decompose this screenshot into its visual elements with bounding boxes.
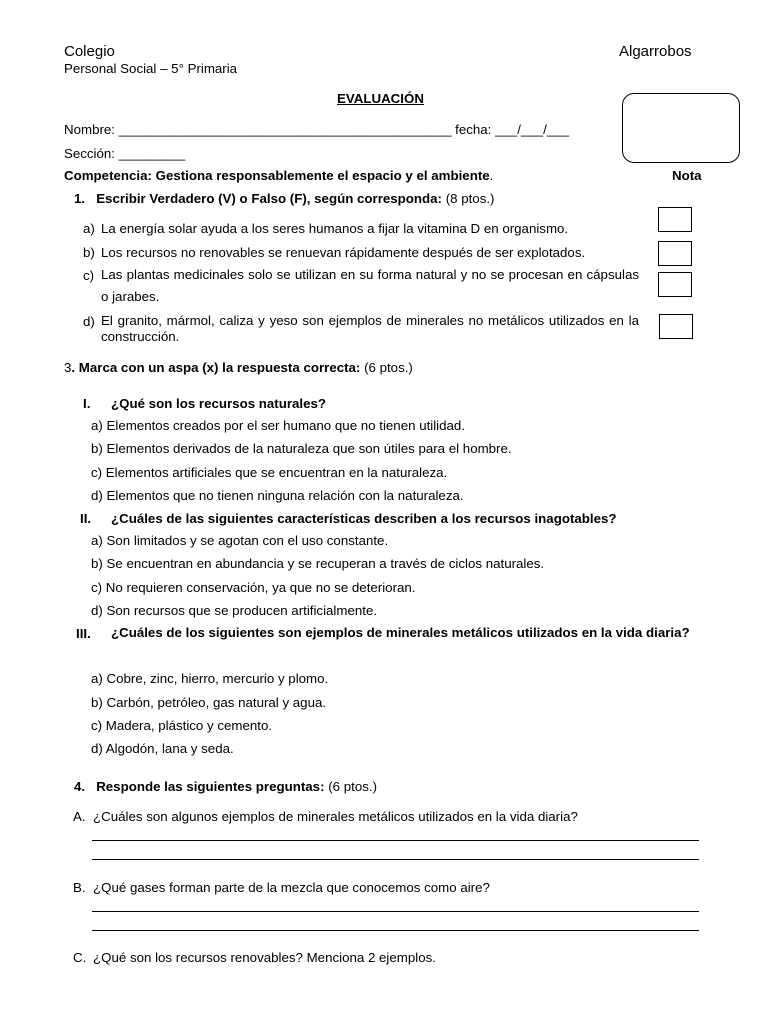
section1-title: Escribir Verdadero (V) o Falso (F), según corresponda: (96, 191, 442, 206)
open-question-letter: C. (73, 950, 87, 965)
city-name: Algarrobos (619, 43, 692, 60)
question-roman: I. (83, 396, 91, 411)
answer-line[interactable] (92, 840, 699, 841)
section1-number: 1. (74, 191, 86, 206)
tf-item-letter: c) (83, 268, 95, 283)
name-date-field[interactable]: Nombre: _____________________________________________ fecha: ___/___/___ (64, 122, 570, 137)
tf-answer-box-d[interactable] (659, 314, 693, 339)
grade-box[interactable] (622, 93, 740, 163)
section1-points: (8 ptos.) (445, 191, 495, 206)
tf-item-letter: a) (83, 221, 95, 236)
answer-line[interactable] (92, 911, 699, 912)
question-text: ¿Qué son los recursos naturales? (111, 396, 327, 411)
open-question-letter: A. (73, 809, 86, 824)
competence-suffix: . (489, 168, 494, 183)
tf-item-text: Las plantas medicinales solo se utilizan en su forma natural y no se procesan en cápsulas o jarabes. (101, 267, 639, 304)
tf-item-text: Los recursos no renovables se renuevan rápidamente después de ser explotados. (101, 245, 586, 260)
section-field[interactable]: Sección: _________ (64, 146, 186, 161)
answer-option[interactable]: c) No requieren conservación, ya que no se deterioran. (91, 580, 416, 595)
tf-item-letter: d) (83, 314, 95, 329)
section1-heading (74, 191, 494, 206)
answer-option[interactable]: d) Elementos que no tienen ninguna relación con la naturaleza. (91, 488, 464, 503)
open-question-text: ¿Cuáles son algunos ejemplos de minerales metálicos utilizados en la vida diaria? (93, 809, 578, 824)
section4-points: (6 ptos.) (328, 779, 377, 794)
section4-heading (74, 779, 377, 794)
answer-option[interactable]: b) Carbón, petróleo, gas natural y agua. (91, 695, 327, 710)
section3-heading (64, 360, 413, 375)
answer-option[interactable]: a) Cobre, zinc, hierro, mercurio y plomo. (91, 671, 329, 686)
page-title: EVALUACIÓN (337, 91, 424, 106)
tf-answer-box-a[interactable] (658, 207, 692, 232)
grade-label: Nota (672, 168, 702, 183)
answer-option[interactable]: a) Elementos creados por el ser humano que no tienen utilidad. (91, 418, 466, 433)
question-roman: III. (76, 626, 91, 641)
answer-option[interactable]: d) Son recursos que se producen artificialmente. (91, 603, 378, 618)
open-question-text: ¿Qué gases forman parte de la mezcla que conocemos como aire? (93, 880, 490, 895)
open-question-text: ¿Qué son los recursos renovables? Menciona 2 ejemplos. (93, 950, 436, 965)
answer-option[interactable]: b) Elementos derivados de la naturaleza que son útiles para el hombre. (91, 441, 512, 456)
tf-item-letter: b) (83, 245, 95, 260)
question-text: ¿Cuáles de los siguientes son ejemplos de minerales metálicos utilizados en la vida diaria? (111, 625, 690, 640)
answer-option[interactable]: b) Se encuentran en abundancia y se recuperan a través de ciclos naturales. (91, 556, 545, 571)
school-name: Colegio (64, 43, 115, 60)
section4-number: 4. (74, 779, 86, 794)
open-question-letter: B. (73, 880, 86, 895)
tf-item-text: El granito, mármol, caliza y yeso son ejemplos de minerales no metálicos utilizados en la construcción. (101, 313, 639, 344)
answer-line[interactable] (92, 930, 699, 931)
question-roman: II. (80, 511, 92, 526)
section3-points: (6 ptos.) (364, 360, 413, 375)
answer-line[interactable] (92, 859, 699, 860)
section3-number: 3 (64, 360, 72, 375)
answer-option[interactable]: d) Algodón, lana y seda. (91, 741, 234, 756)
question-text: ¿Cuáles de las siguientes características describen a los recursos inagotables? (111, 511, 617, 526)
competence-label: Competencia: Gestiona responsablemente el espacio y el ambiente (64, 168, 490, 183)
tf-item-text: La energía solar ayuda a los seres humanos a fijar la vitamina D en organismo. (101, 221, 569, 236)
competence-line (64, 168, 493, 183)
answer-option[interactable]: c) Madera, plástico y cemento. (91, 718, 273, 733)
answer-option[interactable]: a) Son limitados y se agotan con el uso constante. (91, 533, 389, 548)
section3-title: . Marca con un aspa (x) la respuesta correcta: (71, 360, 361, 375)
tf-answer-box-b[interactable] (658, 241, 692, 266)
answer-option[interactable]: c) Elementos artificiales que se encuentran en la naturaleza. (91, 465, 448, 480)
tf-answer-box-c[interactable] (658, 272, 692, 297)
section4-title: Responde las siguientes preguntas: (96, 779, 325, 794)
course-label: Personal Social – 5° Primaria (64, 61, 238, 76)
